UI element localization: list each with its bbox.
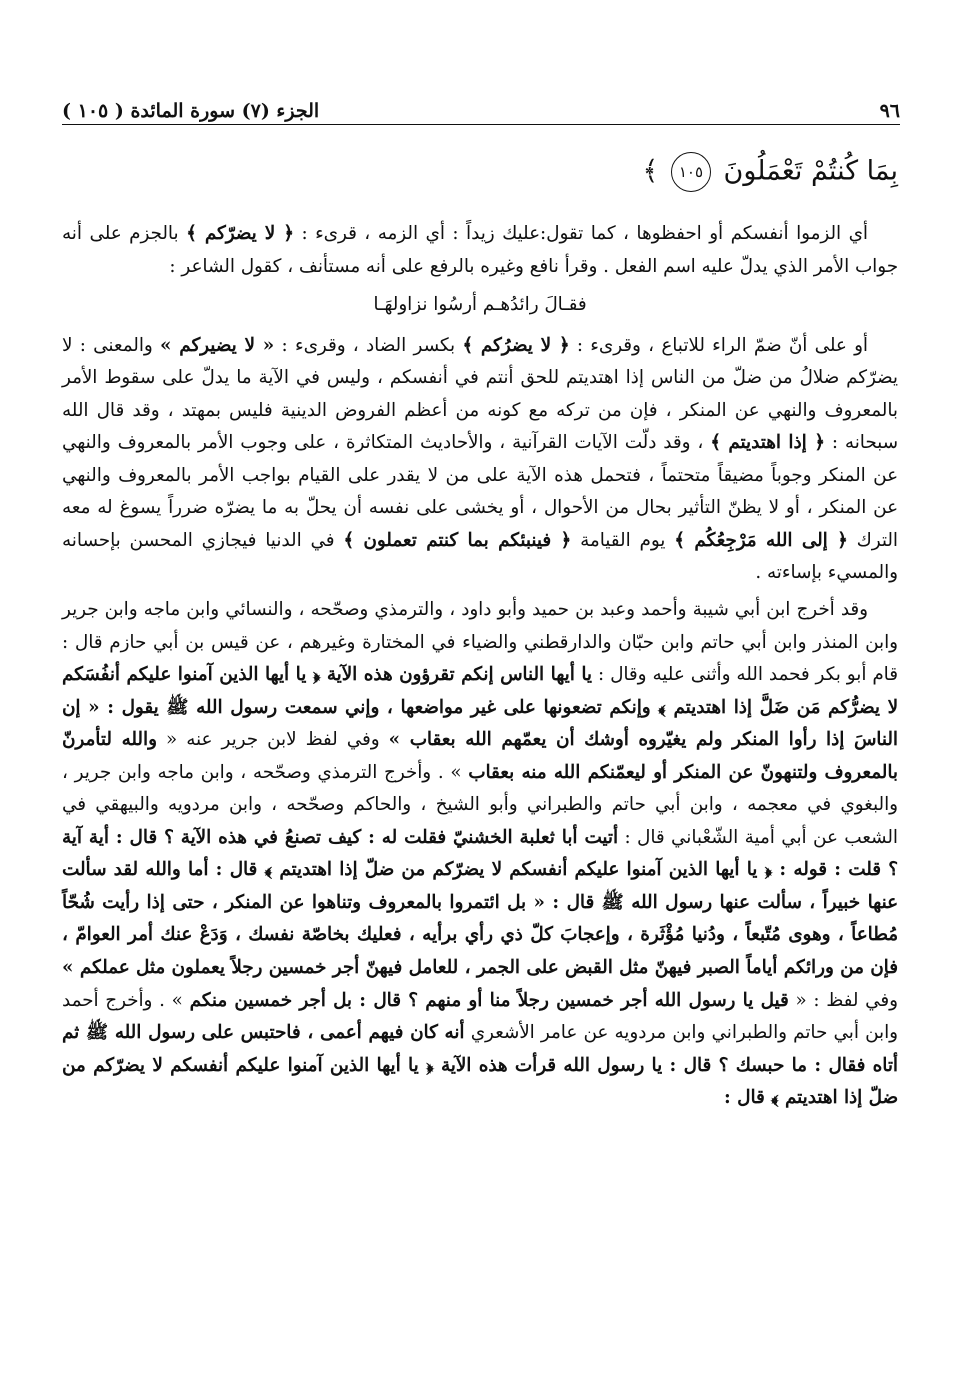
text-segment: » . وأخرج أحمد وابن أبي حاتم والطبراني وابن مردويه عن عامر الأشعري (62, 989, 898, 1044)
paragraph-1 (62, 218, 898, 283)
bold-quote-segment: أنه كان فيهم أعمى ، فاحتبس على رسول الله ﷺ ثم أتاه فقال : ما حبسك ؟ قال : يا رسول الله قرأت هذه الآية ﴿ يا أيها الذين آمنوا عليكم أنفسكم لا يضرّكم من ضلّ إذا اهتديتم ﴾ قال : (62, 1022, 898, 1109)
verse-number-ornament (671, 152, 711, 192)
text-segment: ، وقد دلّت الآيات القرآنية ، والأحاديث المتكاثرة ، على وجوب الأمر بالمعروف والنهي عن المنكر وجوباً مضيقاً متحتماً ، فتحمل هذه الآية على من لا يقدر على القيام بواجب الأمر بالمعروف والنهي عن المنكر ، أو لا يظنّ التأثير بحال من الأحوال ، أو يخشى على نفسه أن يحلّ به ما يضرّه ضرراً يسوغ له معه الترك (62, 432, 898, 551)
page-header (62, 92, 900, 122)
verse-text: بِمَا كُنتُمْ تَعْمَلُونَ (723, 155, 898, 187)
paragraph-3 (62, 594, 898, 1115)
header-divider (62, 124, 900, 125)
text-segment: في الدنيا فيجازي المحسن بإحسانه والمسيء بإساءته . (62, 529, 898, 584)
bold-quote-segment: ﴿ لا يضرّكم ﴾ (186, 223, 294, 244)
text-segment: وقد أخرج ابن أبي شيبة وأحمد وعبد بن حميد وأبو داود ، والترمذي وصحّحه ، والنسائي وابن ماجه وابن جرير وابن المنذر وابن أبي حاتم وابن حبّان والدارقطني والضياء في المختارة وغيرهم ، عن قيس بن أبي حازم قال : قام أبو بكر فحمد الله وأثنى عليه وقال : (62, 599, 898, 686)
text-segment: وفي لفظ : « (788, 989, 898, 1011)
page-number: ٩٦ (879, 100, 900, 122)
text-segment: أي الزموا أنفسكم أو احفظوها ، كما تقول:عليك زيداً : أي الزمه ، قرىء : (293, 223, 868, 244)
text-segment: أو على أنّ ضمّ الراء للاتباع ، وقرىء : (569, 334, 868, 356)
closing-bracket: ﴾ (642, 155, 659, 187)
bold-quote-segment: ﴿ إذا اهتديتم ﴾ (710, 432, 825, 454)
bold-quote-segment: والله لتأمرنّ بالمعروف ولتنهونّ عن المنكر أو ليعمّنكم الله منه بعقاب (62, 729, 899, 783)
text-segment: والمعنى : لا يضرّكم ضلالُ من ضلّ من الناس إذا اهتديتم للحق أنتم في أنفسكم ، وليس في الآية ما يدلّ على سقوط الأمر بالمعروف والنهي عن المنكر ، فإن من تركه مع كونه من أعظم الفروض الدينية فليس بمهتد ، وقد قال الله سبحانه : (62, 334, 898, 454)
bold-quote-segment: ﴿ إلى الله مَرْجِعُكُم ﴾ (674, 529, 848, 551)
poem-verse: فقـالَ رائدُهـم أرسُوا نزاولهَـا (373, 294, 587, 316)
verse-number: ١٠٥ (678, 163, 703, 181)
text-segment: بالجزم على أنه جواب الأمر الذي يدلّ عليه اسم الفعل . وقرأ نافع وغيره بالرفع على أنه مستأنف ، كقول الشاعر : (62, 223, 898, 277)
quran-verse-line (62, 152, 898, 196)
text-segment: » . وأخرج الترمذي وصحّحه ، وابن ماجه وابن جرير ، والبغوي في معجمه ، وابن أبي حاتم والطبراني وأبو الشيخ ، والحاكم وصحّحه ، وابن مردويه والبيهقي في الشعب عن أبي أمية الشّعْباني قال : (62, 761, 898, 848)
bold-quote-segment: « لا يضيركم » (160, 334, 275, 356)
text-segment: بكسر الضاد ، وقرىء : (274, 334, 463, 356)
bold-quote-segment: ﴿ فينبئكم بما كنتم تعملون ﴾ (343, 529, 572, 551)
paragraph-2 (62, 330, 898, 590)
text-segment: يوم القيامة (571, 529, 675, 551)
tafsir-body (62, 218, 898, 1119)
bold-quote-segment: ﴿ لا يضرُكم ﴾ (462, 334, 570, 356)
text-segment: وفي لفظ لابن جرير عنه « (156, 729, 389, 751)
bold-quote-segment: أتيت أبا ثعلبة الخشنيّ فقلت له : كيف تصنعُ في هذه الآية ؟ قال : أية آية ؟ قلت : قوله : ﴿ يا أيها الذين آمنوا عليكم أنفسكم لا يضرّكم من ضلّ إذا اهتديتم ﴾ قال : أما والله لقد سألت عنها خبيراً ، سألت عنها رسول الله ﷺ قال : « بل ائتمروا بالمعروف وتناهوا عن المنكر ، حتى إذا رأيت شُحّاً مُطاعاً ، وهوى مُتّبعاً ، ودُنيا مُؤْثَرة ، وإعجابَ كلّ ذي رأي برأيه ، فعليك بخاصّة نفسك ، وَدَعْ عنك أمر العوامّ ، فإن من ورائكم أياماً الصبر فيهنّ مثل القبض على الجمر ، للعامل فيهنّ أجر خمسين رجلاً يعملون مثل عملكم » (62, 826, 898, 979)
bold-quote-segment: قيل يا رسول الله أجر خمسين رجلاً منا أو منهم ؟ قال : بل أجر خمسين منكم (189, 989, 789, 1011)
running-title: الجزء (٧) سورة المائدة ( ١٠٥ ) (62, 100, 320, 122)
bold-quote-segment: يا أيها الناس إنكم تقرؤون هذه الآية ﴿ يا أيها الذين آمنوا عليكم أنفُسَكم لا يضرُّكم مَن ضَلَّ إذا اهتديتم ﴾ وإنكم تضعونها على غير مواضعها ، وإني سمعت رسول الله ﷺ يقول : « إن الناسَ إذا رأوا المنكر ولم يغيّروه أوشك أن يعمّهم الله بعقاب » (62, 664, 898, 751)
